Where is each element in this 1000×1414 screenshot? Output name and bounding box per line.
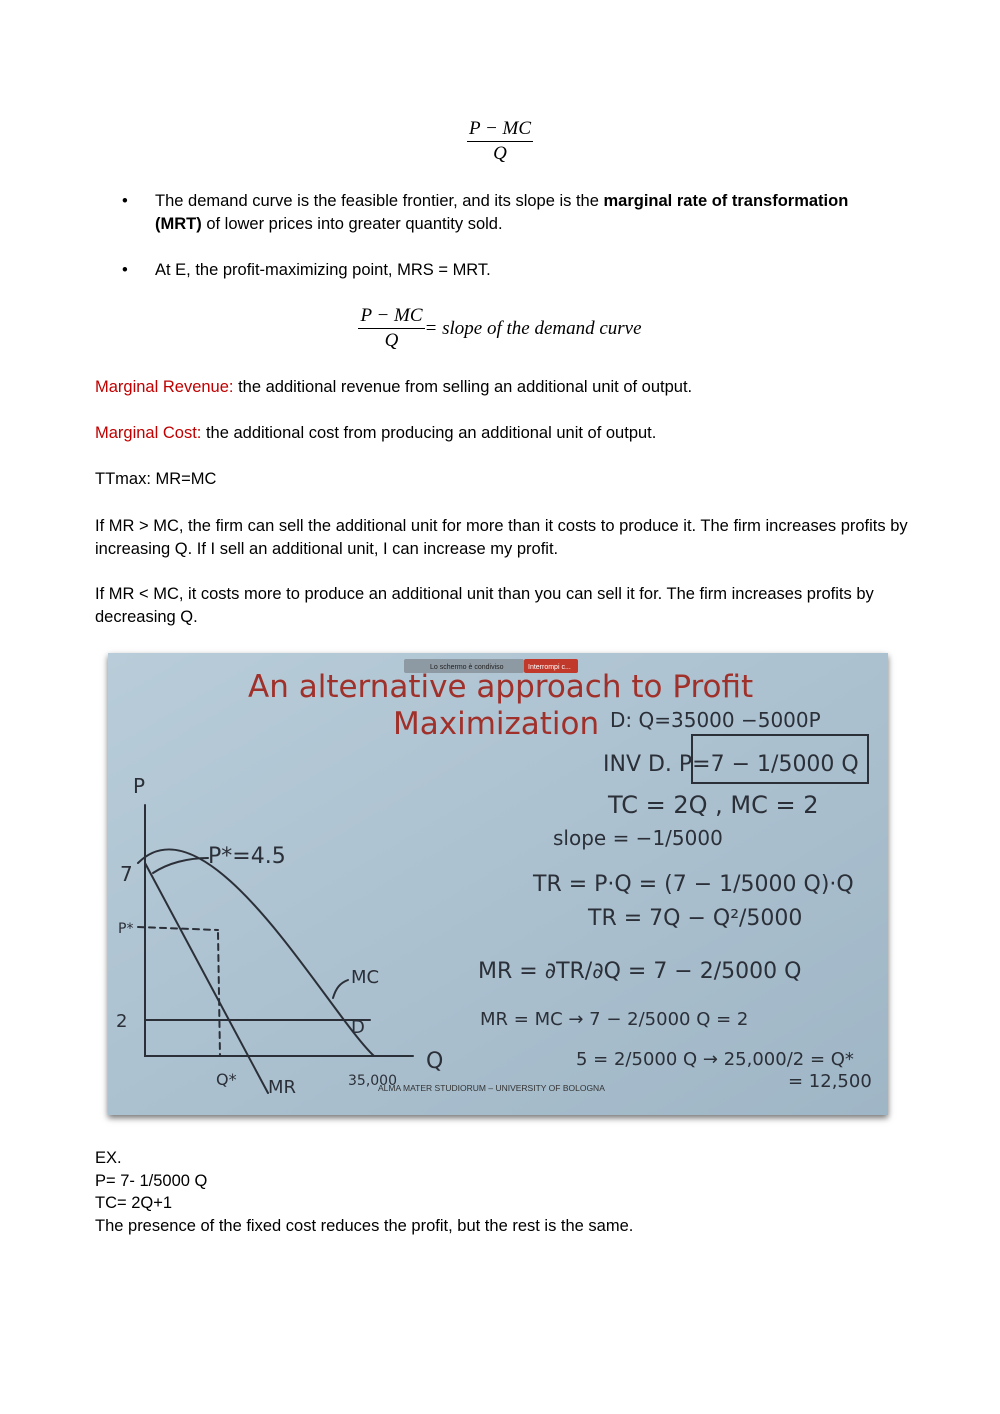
work-line-7: MR = ∂TR/∂Q = 7 − 2/5000 Q <box>478 959 802 984</box>
work-line-2: INV D. P=7 − 1/5000 Q <box>603 752 859 777</box>
work-line-8: MR = MC → 7 − 2/5000 Q = 2 <box>480 1009 749 1030</box>
slide-title-line1: An alternative approach to Profit <box>248 669 754 705</box>
bullet-dot-icon: • <box>122 261 128 279</box>
example-heading: EX. <box>95 1149 122 1167</box>
work-line-4: slope = −1/5000 <box>553 826 723 850</box>
equation-markup-ratio <box>0 118 1000 166</box>
definition-marginal-revenue <box>95 376 910 399</box>
stop-share-button-label: Interrompi c... <box>528 664 571 671</box>
slide-footer: ALMA MATER STUDIORUM – UNIVERSITY OF BOLOGNA <box>378 1083 605 1093</box>
work-line-6: TR = 7Q − Q²/5000 <box>588 906 803 931</box>
slide-drawing <box>108 653 888 1115</box>
definition-text: the additional cost from producing an additional unit of output. <box>201 424 657 442</box>
fraction <box>358 305 424 353</box>
graph-label-mc: MC <box>351 967 380 988</box>
slide-title-line2: Maximization <box>393 706 600 742</box>
fraction-numerator: P − MC <box>358 305 424 329</box>
graph-label-7: 7 <box>120 862 133 886</box>
graph-label-pstar-value: P*=4.5 <box>208 844 286 869</box>
graph-y-axis-label: P <box>133 774 146 798</box>
definition-marginal-cost <box>95 422 910 445</box>
bullet-bold-term: marginal rate of transformation (MRT) <box>155 192 849 233</box>
fraction-numerator: P − MC <box>467 118 533 142</box>
graph-x-axis-label: Q <box>426 1049 444 1074</box>
graph-label-pstar: P* <box>118 921 134 937</box>
paragraph-mr-less: If MR < MC, it costs more to produce an additional unit than you can sell it for. The firm increases profits by decreasing Q. <box>95 585 874 626</box>
bullet-dot-icon: • <box>122 192 128 210</box>
graph-label-d: D <box>351 1017 365 1038</box>
paragraph-mr-greater: If MR > MC, the firm can sell the additional unit for more than it costs to produce it. The firm increases profits by increasing Q. If I sell an additional unit, I can increase my profit. <box>95 517 908 558</box>
slide-photo <box>108 653 888 1115</box>
work-line-1: D: Q=35000 −5000P <box>610 708 821 732</box>
fraction-denominator: Q <box>493 143 507 164</box>
example-note: The presence of the fixed cost reduces the profit, but the rest is the same. <box>95 1216 634 1235</box>
example-total-cost: TC= 2Q+1 <box>95 1194 173 1212</box>
graph-label-mr: MR <box>268 1077 297 1098</box>
fraction-denominator: Q <box>384 330 399 351</box>
bullet-text: At E, the profit-maximizing point, MRS = MRT. <box>155 261 491 279</box>
bullet-text-after: of lower prices into greater quantity sold. <box>201 215 503 233</box>
definition-term: Marginal Revenue: <box>95 378 234 396</box>
definition-term: Marginal Cost: <box>95 424 202 442</box>
graph-label-35000: 35,000 <box>348 1073 397 1089</box>
work-line-3: TC = 2Q , MC = 2 <box>608 791 819 819</box>
example-demand: P= 7- 1/5000 Q <box>95 1171 208 1190</box>
bullet-text: The demand curve is the feasible frontier, and its slope is the <box>155 192 604 210</box>
share-banner-text: Lo schermo è condiviso <box>430 664 504 671</box>
equation-slope <box>0 305 1000 353</box>
work-line-10: = 12,500 <box>788 1071 872 1092</box>
bullet-mrt <box>122 190 895 236</box>
profit-max-rule: TTmax: MR=MC <box>95 470 217 488</box>
graph-label-qstar: Q* <box>216 1070 237 1089</box>
definition-text: the additional revenue from selling an additional unit of output. <box>233 378 693 396</box>
work-line-5: TR = P·Q = (7 − 1/5000 Q)·Q <box>533 872 854 897</box>
example-block <box>95 1147 633 1237</box>
graph-label-2: 2 <box>116 1011 128 1032</box>
fraction <box>467 118 533 166</box>
bullet-mrs-mrt <box>122 259 895 282</box>
equation-rhs: = slope of the demand curve <box>424 318 642 339</box>
work-line-9: 5 = 2/5000 Q → 25,000/2 = Q* <box>576 1049 854 1070</box>
